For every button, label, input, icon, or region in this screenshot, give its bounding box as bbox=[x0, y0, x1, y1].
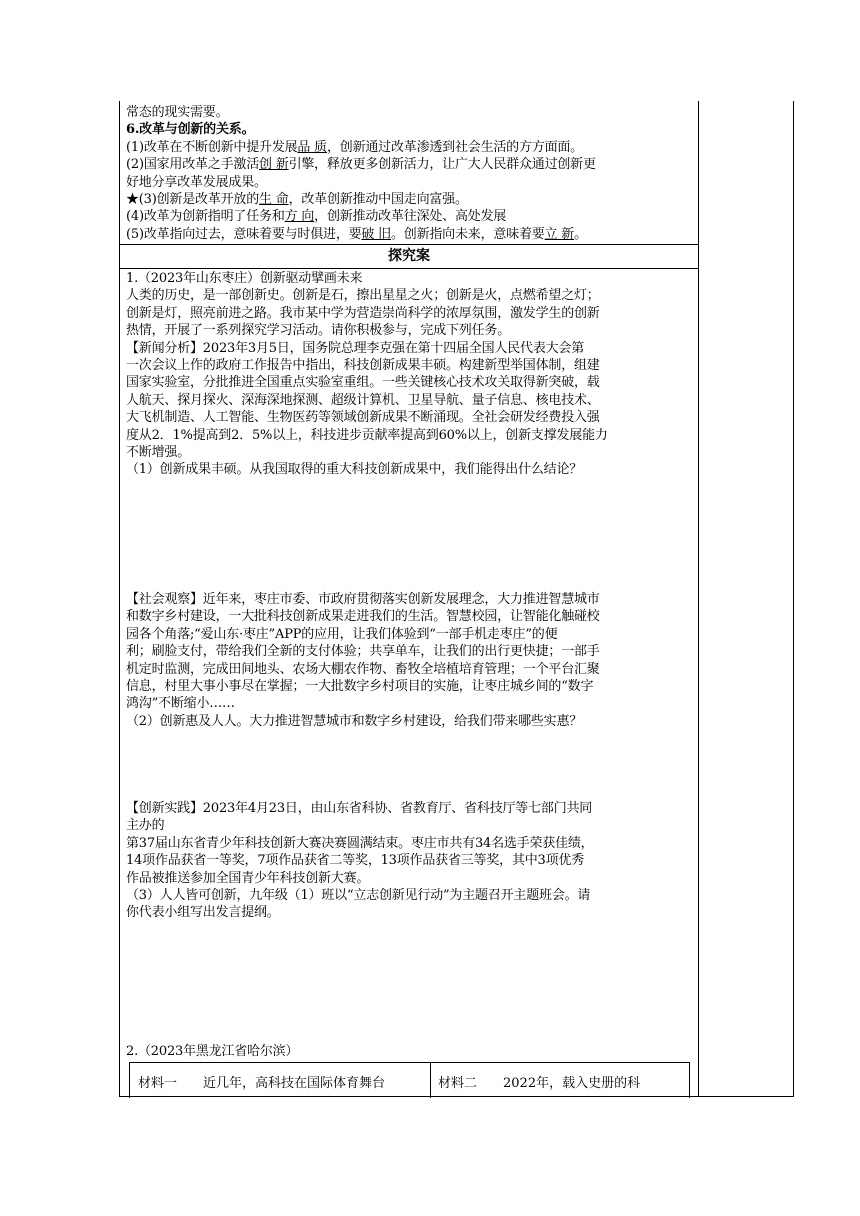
materials-table bbox=[129, 1062, 690, 1098]
question-title: 2.（2023年黑龙江省哈尔滨） bbox=[126, 1044, 299, 1059]
list-item: (5)改革指向过去，意味着要与时俱进，要破 旧。创新指向未来，意味着要立 新。 bbox=[126, 226, 587, 242]
sub-question: 你代表小组写出发言提纲。 bbox=[126, 905, 280, 921]
text-line: 机定时监测，完成田间地头、农场大棚农作物、畜牧全培植培育管理；一个平台汇聚 bbox=[126, 661, 600, 677]
material-two: 材料二 2022年，载入史册的科 bbox=[438, 1076, 641, 1091]
text-line: 不断增强。 bbox=[126, 445, 191, 461]
question-1 bbox=[126, 270, 692, 479]
answer-blank: 方 向 bbox=[284, 209, 315, 225]
text-line: 14项作品获省一等奖，7项作品获省二等奖，13项作品获省三等奖，其中3项优秀 bbox=[126, 853, 585, 869]
question-2 bbox=[126, 1043, 692, 1060]
materials-divider bbox=[430, 1063, 431, 1098]
text-line: 好地分享改革发展成果。 bbox=[126, 174, 267, 190]
text-line: 人类的历史，是一部创新史。创新是石，擦出星星之火；创新是火，点燃希望之灯； bbox=[126, 288, 600, 304]
answer-blank: 生 命 bbox=[259, 192, 289, 208]
table-right-border bbox=[793, 101, 794, 1097]
knowledge-section bbox=[126, 104, 692, 243]
section-header: 探究案 bbox=[388, 248, 430, 264]
text-line: 和数字乡村建设，一大批科技创新成果走进我们的生活。智慧校园，让智能化触碰校 bbox=[126, 609, 600, 625]
list-item: (1)改革在不断创新中提升发展品 质，创新通过改革渗透到社会生活的方方面面。 bbox=[126, 139, 583, 155]
question-title: 1.（2023年山东枣庄）创新驱动擘画未来 bbox=[126, 271, 363, 286]
text-line: 作品被推送参加全国青少年科技创新大赛。 bbox=[126, 870, 370, 886]
text-line: 国家实验室，分批推进全国重点实验室重组。一些关键核心技术攻关取得新突破，载 bbox=[126, 375, 600, 391]
text-line: 人航天、探月探火、深海深地探测、超级计算机、卫星导航、量子信息、核电技术、 bbox=[126, 392, 600, 408]
list-item: ★(3)创新是改革开放的生 命，改革创新推动中国走向富强。 bbox=[126, 192, 468, 208]
list-item: (2)国家用改革之手激活创 新引擎，释放更多创新活力，让广大人民群众通过创新更 bbox=[126, 157, 596, 173]
table-bottom-border bbox=[119, 1096, 794, 1097]
text-line: 【新闻分析】2023年3月5日，国务院总理李克强在第十四届全国人民代表大会第 bbox=[126, 340, 585, 356]
sub-question: （2）创新惠及人人。大力推进智慧城市和数字乡村建设，给我们带来哪些实惠？ bbox=[126, 713, 583, 729]
text-line: 热情，开展了一系列探究学习活动。请你积极参与，完成下列任务。 bbox=[126, 323, 511, 339]
answer-blank: 品 质 bbox=[297, 139, 327, 155]
text-line: 主办的 bbox=[126, 818, 165, 834]
text-line: 创新是灯，照亮前进之路。我市某中学为营造崇尚科学的浓厚氛围，激发学生的创新 bbox=[126, 305, 600, 321]
header-bottom-border bbox=[119, 268, 699, 269]
text-line: 利；刷脸支付，带给我们全新的支付体验；共享单车，让我们的出行更快捷；一部手 bbox=[126, 644, 600, 660]
text-line: 度从2．1%提高到2．5%以上，科技进步贡献率提高到60%以上，创新支撑发展能力 bbox=[126, 427, 608, 443]
text-line: 第37届山东省青少年科技创新大赛决赛圆满结束。枣庄市共有34名选手荣获佳绩， bbox=[126, 835, 594, 851]
text-line: 大飞机制造、人工智能、生物医药等领域创新成果不断涌现。全社会研发经费投入强 bbox=[126, 410, 600, 426]
text-line: 常态的现实需要。 bbox=[126, 105, 229, 120]
text-line: 园各个角落;“爱山东·枣庄”APP的应用，让我们体验到“一部手机走枣庄”的便 bbox=[126, 626, 558, 642]
text-line: 一次会议上作的政府工作报告中指出，科技创新成果丰硕。构建新型举国体制，组建 bbox=[126, 358, 600, 374]
section-heading: 6.改革与创新的关系。 bbox=[126, 122, 255, 138]
answer-blank: 立 新 bbox=[544, 226, 575, 242]
sub-question: （1）创新成果丰硕。从我国取得的重大科技创新成果中，我们能得出什么结论？ bbox=[126, 462, 583, 478]
answer-blank: 创 新 bbox=[259, 157, 289, 173]
innovation-practice bbox=[126, 800, 692, 922]
answer-blank: 破 旧 bbox=[361, 226, 391, 242]
list-item: (4)改革为创新指明了任务和方 向，创新推动改革往深处、高处发展 bbox=[126, 209, 507, 225]
material-one: 材料一 近几年，高科技在国际体育舞台 bbox=[138, 1076, 386, 1091]
social-observation bbox=[126, 591, 692, 730]
text-line: 鸿沟”不断缩小…… bbox=[126, 696, 235, 712]
sub-question: （3）人人皆可创新，九年级（1）班以“立志创新见行动”为主题召开主题班会。请 bbox=[126, 888, 591, 904]
text-line: 信息，村里大事小事尽在掌握；一大批数字乡村项目的实施，让枣庄城乡间的“数字 bbox=[126, 679, 594, 695]
worksheet-table bbox=[119, 101, 794, 1097]
text-line: 【社会观察】近年来，枣庄市委、市政府贯彻落实创新发展理念，大力推进智慧城市 bbox=[126, 592, 600, 607]
text-line: 【创新实践】2023年4月23日，由山东省科协、省教育厅、省科技厅等七部门共同 bbox=[126, 801, 593, 816]
